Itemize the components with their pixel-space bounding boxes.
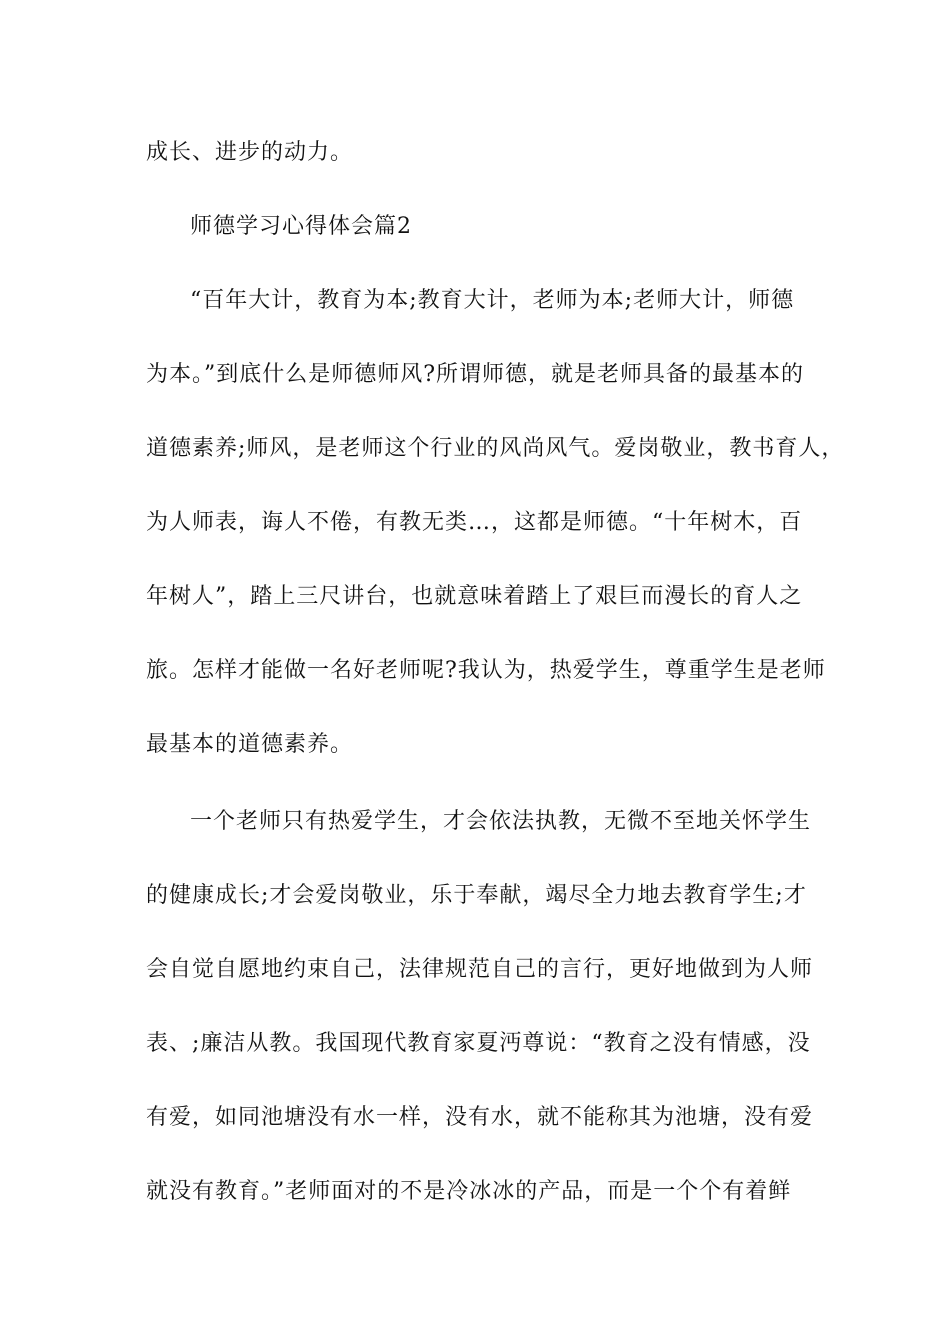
paragraph-line: 会自觉自愿地约束自己，法律规范自己的言行，更好地做到为人师	[146, 957, 814, 982]
paragraph-line: 旅。怎样才能做一名好老师呢?我认为，热爱学生，尊重学生是老师	[146, 658, 826, 683]
paragraph-line: 就没有教育。”老师面对的不是冷冰冰的产品，而是一个个有着鲜	[146, 1179, 792, 1204]
paragraph-line: “百年大计，教育为本;教育大计，老师为本;老师大计，师德	[190, 288, 795, 313]
paragraph-line: 最基本的道德素养。	[146, 732, 354, 757]
section-heading: 师德学习心得体会篇2	[190, 214, 412, 239]
paragraph-line: 有爱，如同池塘没有水一样，没有水，就不能称其为池塘，没有爱	[146, 1105, 814, 1130]
paragraph-line: 年树人”，踏上三尺讲台，也就意味着踏上了艰巨而漫长的育人之	[146, 584, 803, 609]
paragraph-line: 为本。”到底什么是师德师风?所谓师德，就是老师具备的最基本的	[146, 362, 805, 387]
paragraph-line: 为人师表，诲人不倦，有教无类…，这都是师德。“十年树木，百	[146, 510, 803, 535]
paragraph-line: 的健康成长;才会爱岗敬业，乐于奉献，竭尽全力地去教育学生;才	[146, 883, 807, 908]
paragraph-line: 表、;廉洁从教。我国现代教育家夏沔尊说：“教育之没有情感，没	[146, 1031, 811, 1056]
paragraph-line: 成长、进步的动力。	[146, 140, 354, 165]
paragraph-line: 一个老师只有热爱学生，才会依法执教，无微不至地关怀学生	[190, 809, 812, 834]
paragraph-line: 道德素养;师风，是老师这个行业的风尚风气。爱岗敬业，教书育人，	[146, 436, 845, 461]
